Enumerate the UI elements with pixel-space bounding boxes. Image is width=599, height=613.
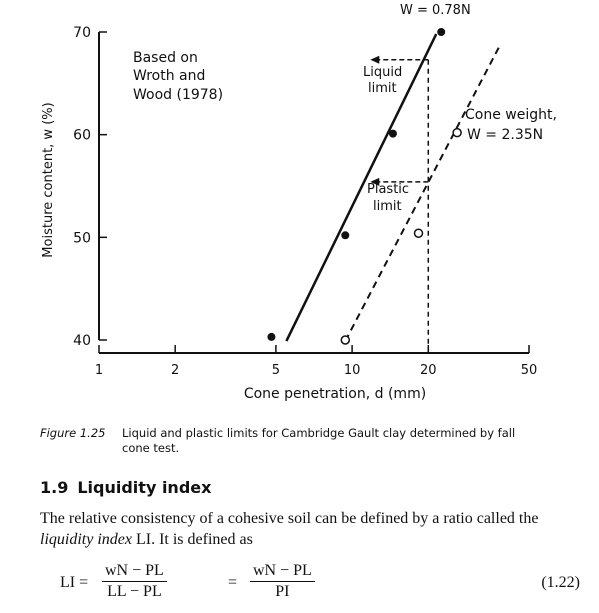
x-tick-label: 10 bbox=[343, 363, 361, 378]
fraction-1-denominator: LL − PL bbox=[107, 583, 162, 600]
series-1-point bbox=[341, 231, 349, 239]
equation-number: (1.22) bbox=[541, 574, 580, 591]
source-note-line1: Based on bbox=[133, 50, 198, 66]
series-1-point bbox=[437, 28, 445, 36]
equation-fraction-2 bbox=[250, 562, 315, 601]
body-line2-post: LI. It is defined as bbox=[131, 531, 253, 548]
x-tick-label: 20 bbox=[420, 363, 437, 378]
series-2-point bbox=[341, 336, 349, 344]
x-tick-label: 1 bbox=[94, 363, 104, 378]
fraction-1-numerator: wN − PL bbox=[102, 562, 167, 582]
liquid-limit-line2: limit bbox=[368, 81, 397, 96]
heavy-cone-line1: Cone weight, bbox=[465, 107, 557, 123]
section-title: Liquidity index bbox=[77, 478, 212, 497]
series-2-point bbox=[415, 229, 423, 237]
plastic-limit-line1: Plastic bbox=[367, 182, 410, 197]
source-note-line3: Wood (1978) bbox=[133, 87, 224, 103]
heavy-cone-label bbox=[465, 107, 557, 143]
body-paragraph bbox=[40, 508, 585, 550]
y-tick-label: 60 bbox=[73, 127, 91, 144]
series-1-point bbox=[267, 333, 275, 341]
equation-equals: = bbox=[228, 574, 238, 591]
series-1-point bbox=[389, 130, 397, 138]
figure-caption bbox=[40, 426, 580, 456]
liquid-limit-label bbox=[363, 65, 402, 96]
x-tick-label: 2 bbox=[171, 363, 180, 378]
y-tick-label: 70 bbox=[73, 25, 91, 41]
x-axis-label: Cone penetration, d (mm) bbox=[243, 386, 427, 402]
y-tick-label: 50 bbox=[73, 230, 91, 247]
light-cone-label: W = 0.78N bbox=[400, 3, 471, 18]
series-2-point bbox=[453, 129, 461, 137]
x-tick-label: 50 bbox=[520, 363, 538, 378]
body-line1: The relative consistency of a cohesive soil can be defined by a ratio called bbox=[40, 510, 515, 527]
equation-1-22 bbox=[60, 560, 580, 608]
y-axis-label: Moisture content, w (%) bbox=[41, 102, 56, 258]
heavy-cone-line2: W = 2.35N bbox=[467, 127, 544, 143]
y-tick-label: 40 bbox=[73, 333, 91, 349]
source-note bbox=[133, 50, 223, 103]
x-tick-label: 5 bbox=[271, 363, 281, 378]
y-ticks bbox=[73, 25, 107, 349]
figure-label: Figure 1.25 bbox=[40, 426, 106, 440]
equation-lhs: LI = bbox=[60, 574, 89, 591]
section-number: 1.9 bbox=[40, 478, 69, 497]
liquid-limit-line1: Liquid bbox=[363, 65, 403, 80]
liquidity-index-term: liquidity index bbox=[40, 531, 132, 548]
liquid-limit-arrow-head bbox=[370, 56, 379, 64]
source-note-line2: Wroth and bbox=[133, 68, 206, 84]
plastic-limit-label bbox=[367, 182, 409, 214]
series-1-fit-line bbox=[286, 34, 436, 341]
fraction-2-denominator: PI bbox=[275, 583, 290, 600]
section-heading bbox=[40, 478, 211, 497]
fraction-2-numerator: wN − PL bbox=[250, 562, 315, 582]
figure-caption-line1: Liquid and plastic limits for Cambridge Gault clay determined by fall bbox=[122, 426, 516, 440]
figure-caption-line2: cone test. bbox=[122, 441, 180, 455]
equation-fraction-1 bbox=[102, 562, 167, 601]
x-ticks bbox=[95, 345, 537, 378]
plastic-limit-line2: limit bbox=[373, 199, 402, 214]
body-line2-pre: the bbox=[518, 510, 539, 527]
